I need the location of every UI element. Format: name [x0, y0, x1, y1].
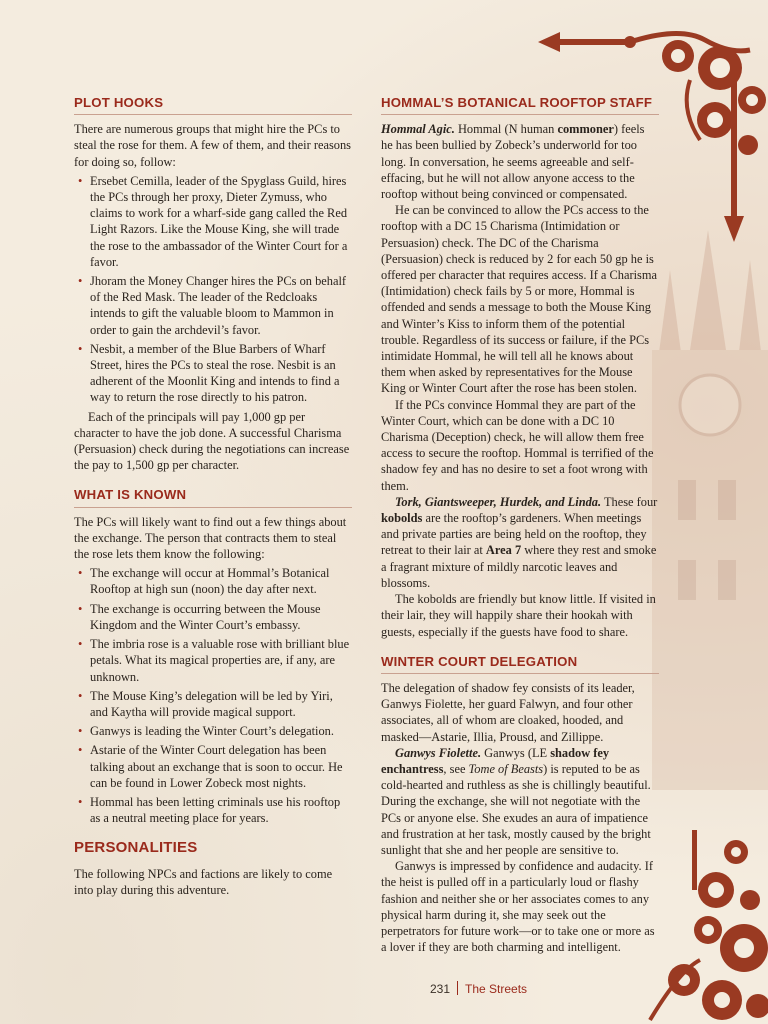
hommal-deception-paragraph: If the PCs convince Hommal they are part of the Winter Court, which can be done with a DC 10 Charisma (Deception) check, he will allow them free access to secure the rooftop. Hommal is terrified of the shadow fey and has no desire to set a foot wrong with them. — [381, 397, 654, 493]
personalities-heading: PERSONALITIES — [74, 839, 198, 857]
list-item: • The exchange is occurring between the Mouse Kingdom and the Winter Court’s embassy. — [90, 601, 352, 633]
list-item: • The imbria rose is a valuable rose with brilliant blue petals. What its magical properties are, if any, are unknown. — [90, 636, 352, 685]
book-ref: Tome of Beasts — [468, 761, 544, 776]
list-item: • Ganwys is leading the Winter Court’s delegation. — [90, 723, 352, 739]
plot-hooks-section — [74, 95, 352, 473]
text-run: , see — [443, 761, 469, 776]
chapter-title: The Streets — [465, 982, 528, 996]
stat-block-ref: shadow fey enchantress — [381, 745, 610, 776]
kobolds-paragraph — [381, 494, 659, 591]
list-item: • Ersebet Cemilla, leader of the Spyglass Guild, hires the PCs through her proxy, Dieter Zymuss, who claims to work for a wharf-side gang called the Red Light Razors. Like the Mouse King, she will trade the rose to the ambassador of the Winter Court for a favor. — [90, 173, 352, 270]
list-item: • The Mouse King’s delegation will be led by Yiri, and Kaytha will provide magical support. — [90, 688, 352, 720]
personalities-section — [74, 840, 352, 898]
kobold-names: Tork, Giantsweeper, Hurdek, and Linda. — [395, 494, 602, 509]
personalities-intro: The following NPCs and factions are likely to come into play during this adventure. — [74, 866, 333, 897]
text-run: where they rest and smoke a fragrant mixture of mildly narcotic leaves and blossoms. — [381, 543, 657, 590]
stat-block-ref: kobolds — [381, 511, 423, 526]
text-run: Hommal (N human — [454, 122, 558, 137]
right-column — [381, 95, 659, 955]
text-run: Ganwys (LE — [481, 745, 551, 760]
page-number: 231 — [430, 982, 451, 996]
text-run: These four — [601, 494, 658, 509]
left-column — [74, 95, 352, 898]
winter-court-section — [381, 654, 659, 956]
text-run: ) feels he has been bullied by Zobeck’s underworld for too long. In conversation, he seems agreeable and self-effacing, but he will not allow anyone access to the rooftop without being convinced or compensated. — [381, 122, 645, 202]
hommal-name: Hommal Agic. — [381, 122, 455, 137]
list-item: • The exchange will occur at Hommal’s Botanical Rooftop at high sun (noon) the day after next. — [90, 565, 352, 597]
ganwys-paragraph — [381, 745, 659, 858]
rooftop-staff-section — [381, 95, 659, 640]
page-footer — [430, 981, 527, 996]
kobolds-lair-paragraph: The kobolds are friendly but know little. If visited in their lair, they will happily share their hookah with guests, especially if the guests have food to share. — [381, 592, 656, 639]
plot-hooks-intro: There are numerous groups that might hire the PCs to steal the rose for them. A few of them, and their reasons for doing so, follow: — [74, 122, 351, 169]
plot-hooks-list — [74, 173, 352, 406]
area-ref: Area 7 — [485, 543, 522, 558]
plot-hooks-heading: PLOT HOOKS — [74, 95, 352, 115]
winter-court-heading: WINTER COURT DELEGATION — [381, 654, 659, 674]
ganwys-name: Ganwys Fiolette. — [395, 745, 482, 760]
list-item: • Jhoram the Money Changer hires the PCs on behalf of the Red Mask. The leader of the Redcloaks intends to gift the valuable bloom to Mammon in order to gain the archdevil’s favor. — [90, 273, 352, 338]
what-is-known-list — [74, 565, 352, 826]
list-item: • Astarie of the Winter Court delegation has been talking about an exchange that is soon to occur. He can be found in Lower Zobeck most nights. — [90, 742, 352, 791]
list-item: • Nesbit, a member of the Blue Barbers of Wharf Street, hires the PCs to steal the rose. Nesbit is an adherent of the Moonlit King and intends to find a way to return the rose directly to his patron. — [90, 341, 352, 406]
what-is-known-intro: The PCs will likely want to find out a few things about the exchange. The person that contracts them to steal the rose lets them know the following: — [74, 514, 347, 562]
footer-divider — [457, 981, 458, 995]
ganwys-impressed-paragraph: Ganwys is impressed by confidence and audacity. If the heist is pulled off in a particularly loud or flashy fashion and neither she or her associates comes to any physical harm during it, she may seek out the perpetrators for future work—or to take one or more as a lover if they are both charming and intelligent. — [381, 859, 655, 955]
hommal-paragraph — [381, 121, 659, 202]
text-run: ) is reputed to be as cold-hearted and ruthless as she is chillingly beautiful. During the exchange, she will not negotiate with the PCs or anyone else. She exudes an aura of impatience and frustration at her task, mostly caused by the bright sunlight that she and her people are sensitive to. — [381, 761, 651, 857]
corner-gear-ornament-bottom — [640, 830, 768, 1024]
plot-hooks-closing: Each of the principals will pay 1,000 gp per character to have the job done. A successful Charisma (Persuasion) check during the negotiations can increase the pay to 1,500 gp per character. — [74, 409, 350, 473]
list-item: • Hommal has been letting criminals use his rooftop as a neutral meeting place for years. — [90, 794, 352, 826]
hommal-convince-paragraph: He can be convinced to allow the PCs access to the rooftop with a DC 15 Charisma (Intimidation or Persuasion) check. The DC of the Charisma (Persuasion) check is reduced by 2 for each 50 gp he is offered per character that requires access. If a Charisma (Intimidation) check fails by 5 or more, Hommal is offended and sends a message to both the Mouse King and Winter’s Kiss to inform them of the potential trouble. Regardless of its success or failure, if the PCs intimidate Hommal, he will tell all he knows about them when asked by representatives for the Mouse King or Winter Court after the rose has been stolen. — [381, 203, 657, 396]
what-is-known-heading: WHAT IS KNOWN — [74, 487, 352, 507]
what-is-known-section — [74, 487, 352, 826]
delegation-paragraph: The delegation of shadow fey consists of its leader, Ganwys Fiolette, her guard Falwyn, and four other associates, all of whom are cloaked, hooded, and masked—Astarie, Illia, Prousd, and Zillippe. — [381, 680, 635, 744]
stat-block-ref: commoner — [557, 122, 614, 137]
rooftop-staff-heading: HOMMAL’S BOTANICAL ROOFTOP STAFF — [381, 95, 659, 115]
text-run: are the rooftop’s gardeners. When meetings and private parties are being held on the rooftop, they retreat to their lair at — [381, 511, 647, 558]
